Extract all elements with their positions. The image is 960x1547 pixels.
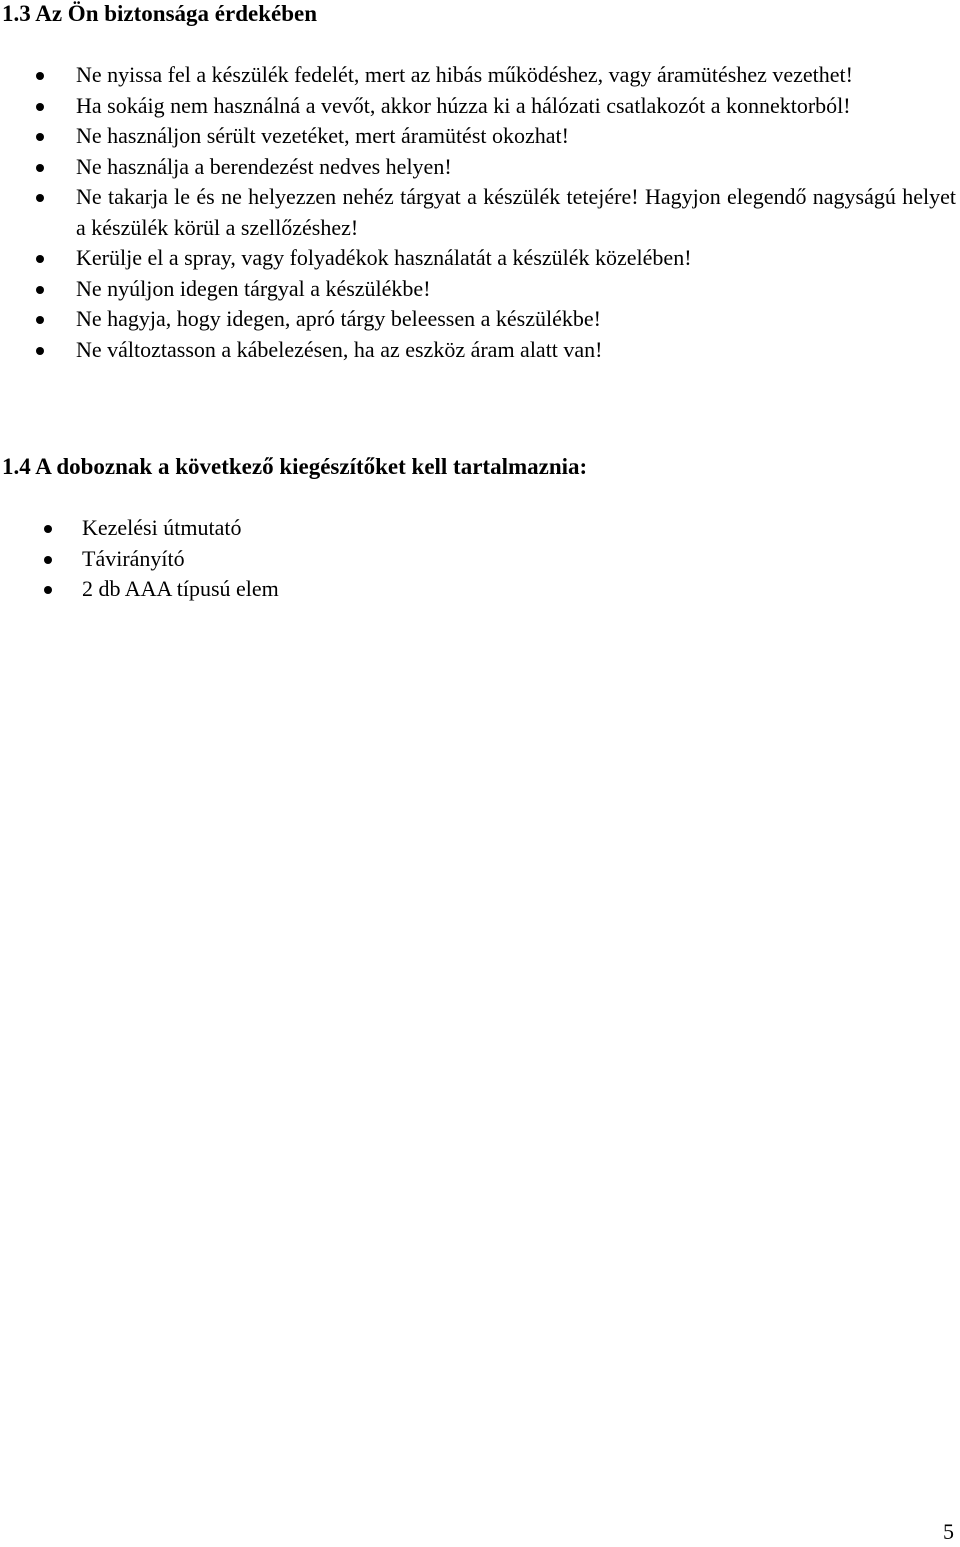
bullet-icon <box>36 347 44 355</box>
list-item <box>76 182 956 243</box>
list-item <box>82 544 682 575</box>
list-item-text: Ne használjon sérült vezetéket, mert áramütést okozhat! <box>76 123 569 148</box>
bullet-icon <box>36 133 44 141</box>
bullet-icon <box>36 72 44 80</box>
list-item <box>82 513 682 544</box>
list-item-text: Ne hagyja, hogy idegen, apró tárgy beleessen a készülékbe! <box>76 306 601 331</box>
list-item-text: 2 db AAA típusú elem <box>82 576 279 601</box>
list-item <box>76 335 956 366</box>
box-contents-list <box>82 513 682 605</box>
list-item <box>76 152 956 183</box>
list-item <box>76 274 956 305</box>
list-item-text: Távirányító <box>82 545 185 571</box>
list-item-text: Ne takarja le és ne helyezzen nehéz tárgyat a készülék tetejére! Hagyjon elegendő nagyságú helyet a készülék körül a szellőzéshez! <box>76 184 956 240</box>
list-item-text: Ne nyúljon idegen tárgyal a készülékbe! <box>76 275 431 301</box>
list-item <box>76 91 956 122</box>
list-item-text: Kerülje el a spray, vagy folyadékok használatát a készülék közelében! <box>76 245 692 270</box>
bullet-icon <box>44 556 52 564</box>
bullet-icon <box>44 525 52 533</box>
bullet-icon <box>36 255 44 263</box>
list-item-text: Ne használja a berendezést nedves helyen! <box>76 153 452 179</box>
bullet-icon <box>36 286 44 294</box>
bullet-icon <box>36 103 44 111</box>
list-item-text: Ha sokáig nem használná a vevőt, akkor húzza ki a hálózati csatlakozót a konnektorból! <box>76 92 851 118</box>
list-item-text: Kezelési útmutató <box>82 515 242 540</box>
list-item <box>76 243 956 274</box>
section-heading-safety: 1.3 Az Ön biztonsága érdekében <box>2 1 317 26</box>
list-item-text: Ne nyissa fel a készülék fedelét, mert az hibás működéshez, vagy áramütéshez vezethet! <box>76 62 853 87</box>
bullet-icon <box>36 194 44 202</box>
list-item <box>76 60 956 91</box>
list-item <box>76 304 956 335</box>
list-item <box>82 574 682 605</box>
list-item <box>76 121 956 152</box>
section-heading-box-contents: 1.4 A doboznak a következő kiegészítőket kell tartalmaznia: <box>2 454 588 479</box>
safety-instructions-list <box>76 60 956 365</box>
list-item-text: Ne változtasson a kábelezésen, ha az eszköz áram alatt van! <box>76 336 603 362</box>
bullet-icon <box>44 586 52 594</box>
bullet-icon <box>36 164 44 172</box>
page-number: 5 <box>943 1519 954 1544</box>
bullet-icon <box>36 316 44 324</box>
